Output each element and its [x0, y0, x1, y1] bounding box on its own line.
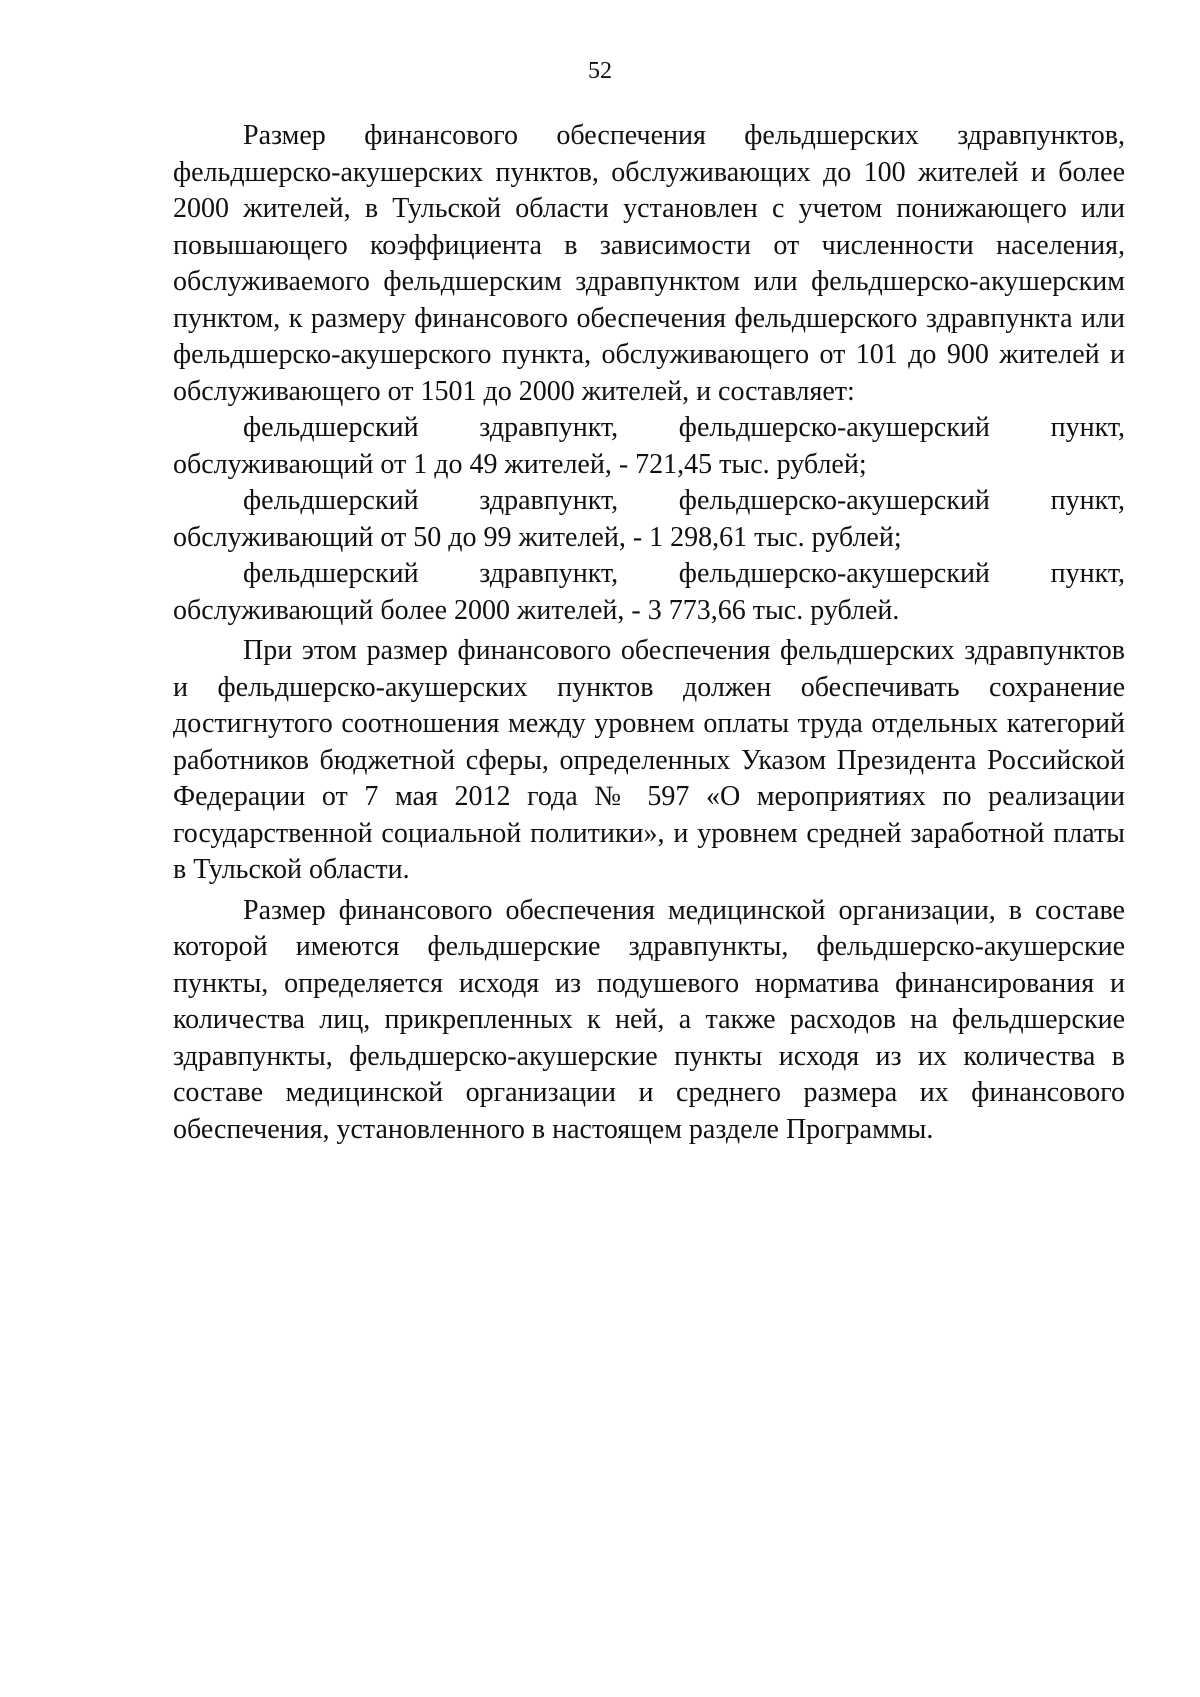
page-number: 52	[588, 58, 612, 84]
paragraph-rate-1-49: фельдшерский здравпункт, фельдшерско-акушерский пункт, обслуживающий от 1 до 49 жителей, - 721,45 тыс. рублей;	[173, 412, 1125, 480]
document-body	[173, 118, 1125, 1148]
paragraph-funding-size: Размер финансового обеспечения фельдшерских здравпунктов, фельдшерско-акушерских пунктов, обслуживающих до 100 жителей и более 2000 жителей, в Тульской области установлен с учетом понижающего или повышающего коэффициента в зависимости от численности населения, обслуживаемого фельдшерским здравпунктом или фельдшерско-акушерским пунктом, к размеру финансового обеспечения фельдшерского здравпункта или фельдшерско-акушерского пункта, обслуживающего от 101 до 900 жителей и обслуживающего от 1501 до 2000 жителей, и составляет:	[173, 120, 1125, 407]
paragraph-rate-50-99: фельдшерский здравпункт, фельдшерско-акушерский пункт, обслуживающий от 50 до 99 жителей, - 1 298,61 тыс. рублей;	[173, 485, 1125, 553]
paragraph-organization-funding: Размер финансового обеспечения медицинской организации, в составе которой имеются фельдшерские здравпункты, фельдшерско-акушерские пункты, определяется исходя из подушевого норматива финансирования и количества лиц, прикрепленных к ней, а также расходов на фельдшерские здравпункты, фельдшерско-акушерские пункты исходя из их количества в составе медицинской организации и среднего размера их финансового обеспечения, установленного в настоящем разделе Программы.	[173, 894, 1125, 1145]
paragraph-salary-ratio: При этом размер финансового обеспечения фельдшерских здравпунктов и фельдшерско-акушерских пунктов должен обеспечивать сохранение достигнутого соотношения между уровнем оплаты труда отдельных категорий работников бюджетной сферы, определенных Указом Президента Российской Федерации от 7 мая 2012 года № 597 «О мероприятиях по реализации государственной социальной политики», и уровнем средней заработной платы в Тульской области.	[173, 635, 1125, 885]
paragraph-rate-over-2000: фельдшерский здравпункт, фельдшерско-акушерский пункт, обслуживающий более 2000 жителей, - 3 773,66 тыс. рублей.	[173, 558, 1125, 626]
